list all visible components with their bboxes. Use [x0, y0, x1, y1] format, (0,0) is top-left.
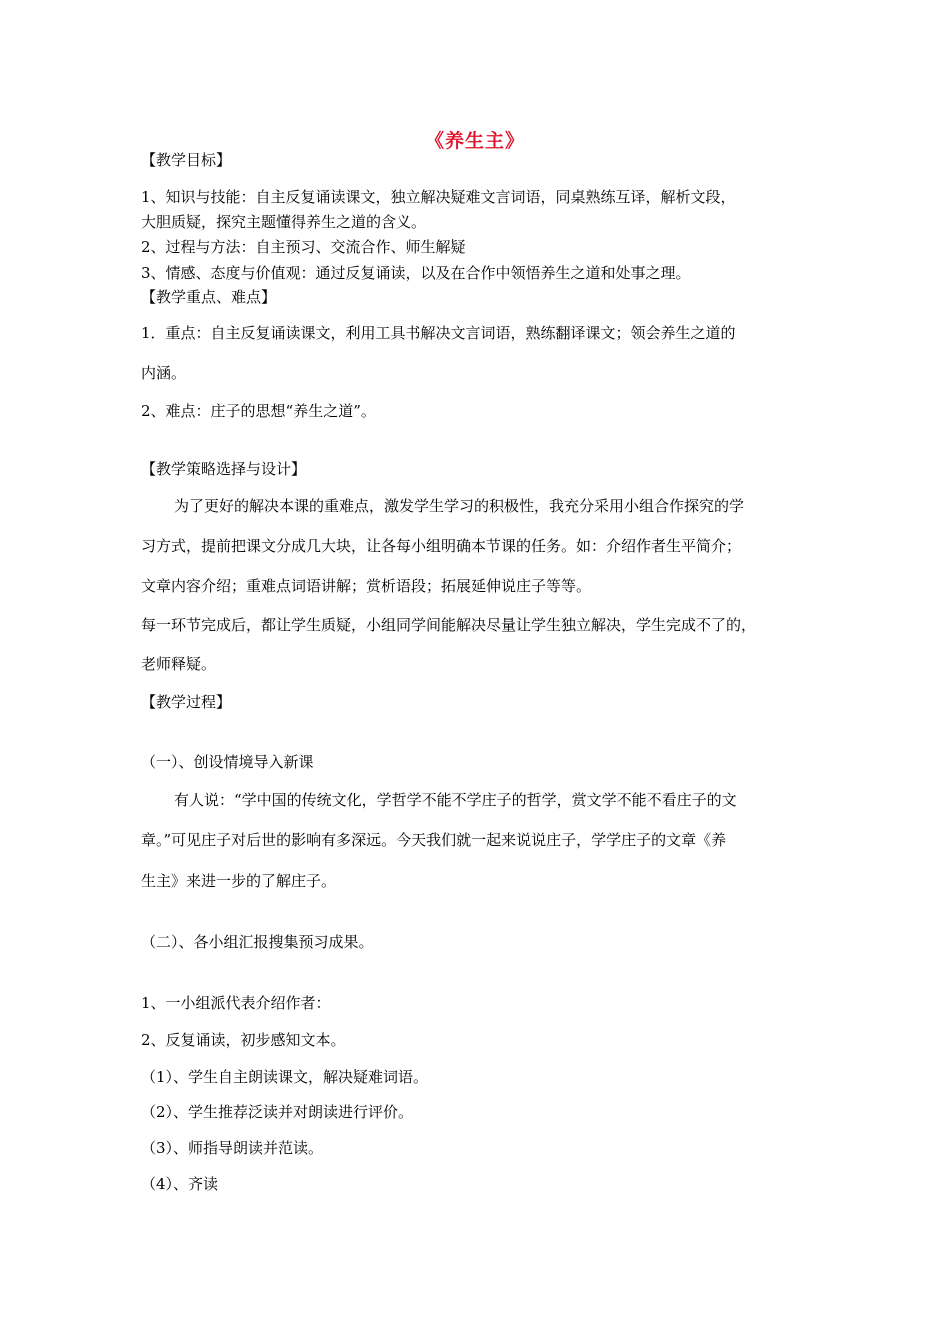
step1-line: 生主》来进一步的了解庄子。 [141, 872, 337, 890]
step2-line: （4）、齐读 [141, 1175, 219, 1193]
step2-heading: （二）、各小组汇报搜集预习成果。 [141, 933, 374, 951]
strategy-line: 习方式，提前把课文分成几大块，让各每小组明确本节课的任务。如：介绍作者生平简介； [141, 537, 742, 555]
step1-line: 章。”可见庄子对后世的影响有多深远。今天我们就一起来说说庄子，学学庄子的文章《养 [141, 831, 727, 849]
step2-line: （2）、学生推荐泛读并对朗读进行评价。 [141, 1103, 414, 1121]
objective-line: 大胆质疑，探究主题懂得养生之道的含义。 [141, 213, 427, 231]
step1-heading: （一）、创设情境导入新课 [141, 753, 314, 771]
keypoint-line: 内涵。 [141, 364, 187, 382]
keypoint-line: 1．重点：自主反复诵读课文，利用工具书解决文言词语，熟练翻译课文；领会养生之道的 [141, 324, 736, 342]
document-title: 《养生主》 [424, 130, 525, 152]
strategy-line: 每一环节完成后，都让学生质疑，小组同学间能解决尽量让学生独立解决，学生完成不了的， [141, 616, 757, 634]
strategy-line: 文章内容介绍；重难点词语讲解；赏析语段；拓展延伸说庄子等等。 [141, 577, 592, 595]
objective-line: 3、情感、态度与价值观：通过反复诵读，以及在合作中领悟养生之道和处事之理。 [141, 264, 691, 282]
objective-line: 1、知识与技能：自主反复诵读课文，独立解决疑难文言词语，同桌熟练互译，解析文段， [141, 188, 736, 206]
step2-line: （3）、师指导朗读并范读。 [141, 1139, 324, 1157]
step2-line: 1、一小组派代表介绍作者： [141, 994, 331, 1012]
strategy-line: 为了更好的解决本课的重难点，激发学生学习的积极性，我充分采用小组合作探究的学 [174, 497, 745, 515]
keypoints-heading: 【教学重点、难点】 [141, 288, 277, 306]
step1-line: 有人说：“学中国的传统文化，学哲学不能不学庄子的哲学，赏文学不能不看庄子的文 [174, 791, 737, 809]
strategy-line: 老师释疑。 [141, 655, 217, 673]
objective-line: 2、过程与方法：自主预习、交流合作、师生解疑 [141, 238, 466, 256]
step2-line: 2、反复诵读，初步感知文本。 [141, 1031, 346, 1049]
keypoint-line: 2、难点：庄子的思想“养生之道”。 [141, 402, 376, 420]
process-heading: 【教学过程】 [141, 693, 232, 711]
objectives-heading: 【教学目标】 [141, 151, 232, 169]
strategy-heading: 【教学策略选择与设计】 [141, 460, 307, 478]
step2-line: （1）、学生自主朗读课文，解决疑难词语。 [141, 1068, 429, 1086]
